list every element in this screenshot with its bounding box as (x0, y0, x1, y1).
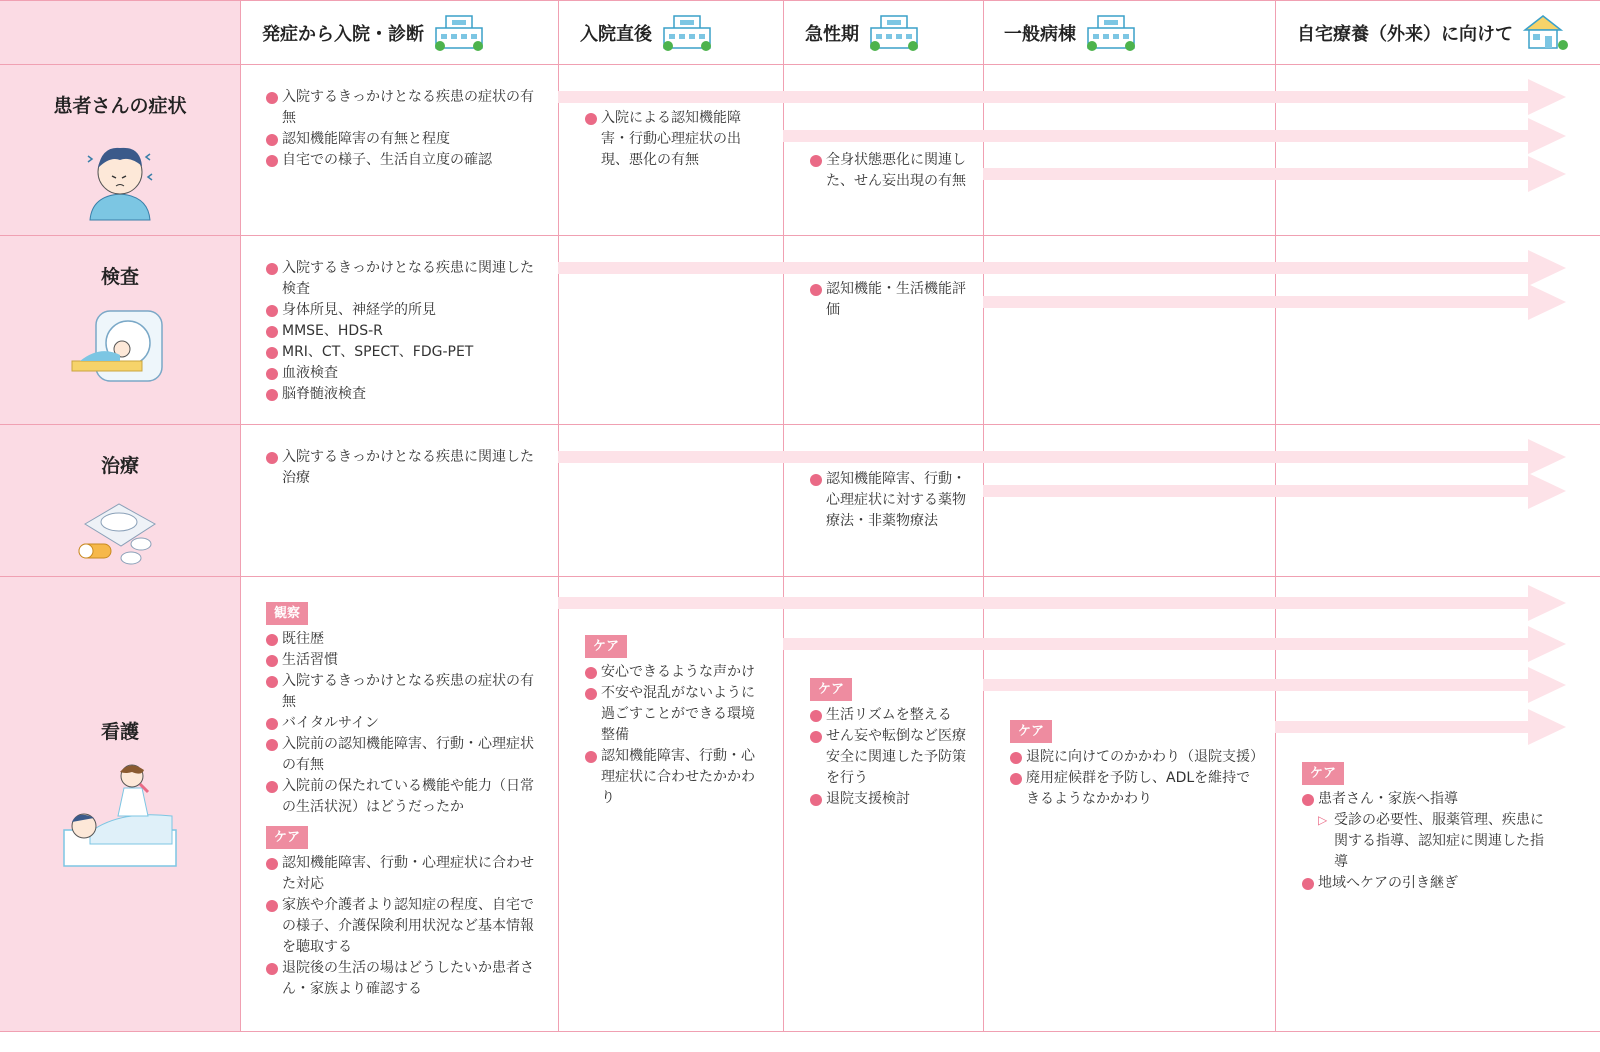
list-item: MRI、CT、SPECT、FDG-PET (266, 342, 538, 363)
list-item: 退院後の生活の場はどうしたいか患者さん・家族より確認する (266, 958, 538, 1000)
timeline-arrow (1275, 707, 1566, 747)
list-item: 安心できるような声かけ (585, 662, 765, 683)
list-item: 認知機能障害、行動・心理症状に対する薬物療法・非薬物療法 (810, 469, 970, 532)
list-item: 身体所見、神経学的所見 (266, 300, 538, 321)
list-item: 自宅での様子、生活自立度の確認 (266, 150, 538, 171)
care-tag: ケア (585, 635, 627, 658)
cell-exam-onset (266, 258, 538, 405)
list-item: 地域へケアの引き継ぎ (1302, 873, 1547, 894)
list-item: 家族や介護者より認知症の程度、自宅での様子、介護保険利用状況など基本情報を聴取する (266, 895, 538, 958)
row-label: 治療 (100, 455, 139, 477)
list-item: 脳脊髄液検査 (266, 384, 538, 405)
list-item: 入院するきっかけとなる疾患に関連した治療 (266, 447, 538, 489)
cell-nursing-home (1302, 760, 1547, 894)
cell-treatment-onset (266, 447, 538, 489)
timeline-arrow (983, 282, 1566, 322)
timeline-arrow (983, 471, 1566, 511)
row-head-nursing (0, 577, 240, 1031)
list-item: バイタルサイン (266, 713, 538, 734)
cell-nursing-admission (585, 633, 765, 809)
row-head-symptoms (0, 65, 240, 235)
list-item: MMSE、HDS-R (266, 321, 538, 342)
stage-label: 入院直後 (580, 23, 652, 45)
timeline-arrow (983, 665, 1566, 705)
row-head-treatment (0, 425, 240, 576)
timeline-arrow (983, 154, 1566, 194)
stage-header-acute (805, 0, 980, 65)
care-tag: ケア (1010, 720, 1052, 743)
list-item: 不安や混乱がないように過ごすことができる環境整備 (585, 683, 765, 746)
cell-treatment-acute (810, 469, 970, 532)
list-item: 血液検査 (266, 363, 538, 384)
sub-list-item: ▷ 受診の必要性、服薬管理、疾患に関する指導、認知症に関連した指導 (1302, 810, 1547, 873)
stage-label: 一般病棟 (1004, 23, 1076, 45)
list-item: 廃用症候群を予防し、ADLを維持できるようなかかわり (1010, 768, 1260, 810)
row-label: 検査 (100, 266, 139, 288)
list-item: 入院前の保たれている機能や能力（日常の生活状況）はどうだったか (266, 776, 538, 818)
list-item: 入院するきっかけとなる疾患の症状の有無 (266, 671, 538, 713)
list-item: 患者さん・家族へ指導 (1302, 789, 1547, 810)
cell-exam-acute (810, 279, 970, 321)
list-item: 入院前の認知機能障害、行動・心理症状の有無 (266, 734, 538, 776)
list-item: 既往歴 (266, 629, 538, 650)
list-item: 認知機能障害、行動・心理症状に合わせた対応 (266, 853, 538, 895)
stage-label: 急性期 (805, 23, 859, 45)
row-label: 患者さんの症状 (53, 95, 187, 117)
list-item: 生活リズムを整える (810, 705, 970, 726)
list-item: 入院するきっかけとなる疾患の症状の有無 (266, 87, 538, 129)
stage-header-admission (580, 0, 780, 65)
care-tag: ケア (266, 826, 308, 849)
header-corner (0, 0, 240, 65)
hospital-icon (432, 12, 486, 54)
row-label: 看護 (100, 721, 139, 743)
cell-nursing-onset (266, 600, 538, 1000)
list-item: 入院するきっかけとなる疾患に関連した検査 (266, 258, 538, 300)
care-tag: ケア (1302, 762, 1344, 785)
cell-nursing-acute (810, 676, 970, 810)
list-item: 認知機能障害の有無と程度 (266, 129, 538, 150)
nurse-patient-icon (60, 760, 180, 870)
observe-tag: 観察 (266, 602, 308, 625)
hospital-icon (867, 12, 921, 54)
list-item: 認知機能・生活機能評価 (810, 279, 970, 321)
timeline-arrow (783, 624, 1566, 664)
list-item: 生活習慣 (266, 650, 538, 671)
cell-symptom-admission (585, 108, 765, 171)
list-item: 入院による認知機能障害・行動心理症状の出現、悪化の有無 (585, 108, 765, 171)
list-item: せん妄や転倒など医療安全に関連した予防策を行う (810, 726, 970, 789)
cell-symptom-onset (266, 87, 538, 171)
cell-symptom-acute (810, 150, 970, 192)
sick-patient-icon (80, 134, 160, 224)
list-item: 全身状態悪化に関連した、せん妄出現の有無 (810, 150, 970, 192)
timeline-arrow (558, 583, 1566, 623)
list-item: 認知機能障害、行動・心理症状に合わせたかかわり (585, 746, 765, 809)
hospital-icon (660, 12, 714, 54)
stage-header-general-ward (1004, 0, 1269, 65)
list-item: 退院に向けてのかかわり（退院支援） (1010, 747, 1260, 768)
stage-label: 自宅療養（外来）に向けて (1297, 23, 1513, 45)
hospital-icon (1084, 12, 1138, 54)
house-icon (1521, 12, 1569, 54)
care-tag: ケア (810, 678, 852, 701)
stage-header-home (1297, 0, 1600, 65)
cell-nursing-general-ward (1010, 718, 1264, 810)
grid-line (240, 0, 241, 1032)
list-item: 退院支援検討 (810, 789, 970, 810)
grid-line (558, 0, 559, 1032)
ct-scanner-icon (70, 305, 170, 385)
stage-header-onset (262, 0, 552, 65)
row-head-exam (0, 236, 240, 424)
stage-label: 発症から入院・診断 (262, 23, 424, 45)
medicine-pills-icon (75, 494, 165, 570)
